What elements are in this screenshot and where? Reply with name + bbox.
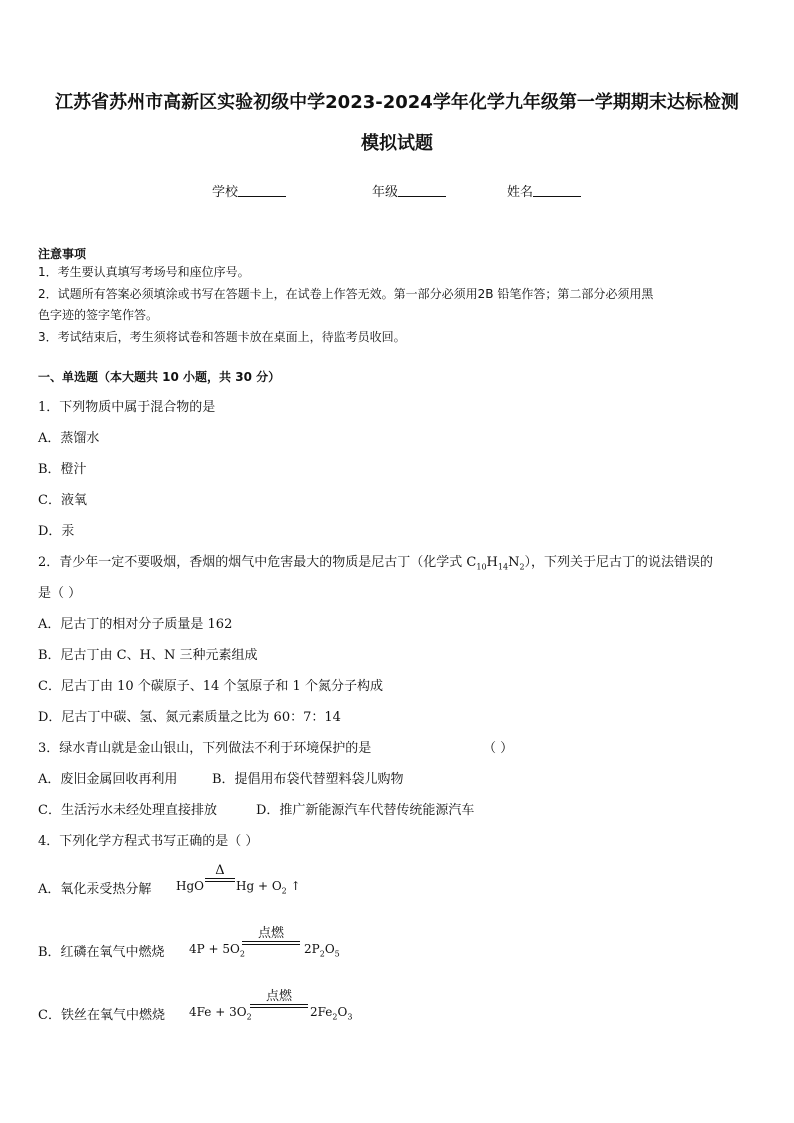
section-title: 一、单选题（本大题共 10 小题，共 30 分） <box>38 370 281 384</box>
notice-item: 2．试题所有答案必须填涂或书写在答题卡上，在试卷上作答无效。第一部分必须用2B 铅笔作答；第二部分必须用黑 <box>38 287 654 301</box>
name-label: 姓名 <box>507 185 534 200</box>
formula-subscript: 10 <box>476 562 487 572</box>
question-1-option-c: C．液氧 <box>38 493 87 508</box>
notice-item: 1．考生要认真填写考场号和座位序号。 <box>38 265 250 279</box>
equation-b-condition <box>242 927 300 945</box>
question-4-option-c-label: C．铁丝在氧气中燃烧 <box>38 1008 165 1023</box>
question-3-stem: 3．绿水青山就是金山银山，下列做法不利于环境保护的是 <box>38 741 372 756</box>
question-2-stem <box>38 551 713 572</box>
question-2-option-a: A．尼古丁的相对分子质量是 162 <box>38 617 233 632</box>
question-3-paren: （ ） <box>483 741 514 756</box>
question-2-stem-pre: 2．青少年一定不要吸烟，香烟的烟气中危害最大的物质是尼古丁（化学式 C <box>38 555 477 570</box>
question-1-option-b: B．橙汁 <box>38 462 87 477</box>
equals-bar <box>250 1004 308 1008</box>
reactant-part: 4Fe + 3O <box>189 1005 247 1019</box>
question-3-option-a: A．废旧金属回收再利用 <box>38 772 178 787</box>
notice-heading: 注意事项 <box>38 247 87 261</box>
formula-part: H <box>486 555 498 570</box>
question-3-option-d: D．推广新能源汽车代替传统能源汽车 <box>256 803 475 818</box>
school-label: 学校 <box>212 185 239 200</box>
equation-a-products <box>236 879 301 895</box>
heat-symbol: Δ <box>215 863 225 878</box>
grade-field <box>372 181 446 200</box>
name-field <box>507 181 581 200</box>
product-part: O <box>324 942 335 956</box>
school-field <box>212 181 286 200</box>
formula-part: N <box>508 555 520 570</box>
question-4-option-a-label: A．氧化汞受热分解 <box>38 882 152 897</box>
exam-title-line2: 模拟试题 <box>361 133 433 154</box>
question-3-option-c: C．生活污水未经处理直接排放 <box>38 803 217 818</box>
question-4-stem: 4．下列化学方程式书写正确的是（ ） <box>38 834 259 849</box>
question-2-option-c: C．尼古丁由 10 个碳原子、14 个氢原子和 1 个氮分子构成 <box>38 679 383 694</box>
school-blank <box>238 183 286 197</box>
product-part: Hg + O <box>236 879 282 893</box>
name-blank <box>533 183 581 197</box>
equation-a-reactants: HgO <box>176 879 204 893</box>
product-part: 2P <box>304 942 320 956</box>
question-2-option-d: D．尼古丁中碳、氢、氮元素质量之比为 60：7：14 <box>38 710 341 725</box>
formula-subscript: 5 <box>334 949 340 959</box>
ignite-condition: 点燃 <box>257 926 284 941</box>
formula-subscript: 2 <box>281 886 287 896</box>
question-3-option-b: B．提倡用布袋代替塑料袋儿购物 <box>212 772 404 787</box>
formula-subscript: 2 <box>332 1012 338 1022</box>
formula-subscript: 2 <box>519 562 525 572</box>
formula-subscript: 3 <box>347 1012 353 1022</box>
product-part: 2Fe <box>310 1005 333 1019</box>
formula-subscript: 2 <box>319 949 325 959</box>
question-4-option-b-label: B．红磷在氧气中燃烧 <box>38 945 165 960</box>
question-2-stem-post: ），下列关于尼古丁的说法错误的 <box>524 555 714 570</box>
formula-subscript: 14 <box>497 562 509 572</box>
question-1-option-d: D．汞 <box>38 524 75 539</box>
notice-item: 3．考试结束后，考生须将试卷和答题卡放在桌面上，待监考员收回。 <box>38 330 406 344</box>
equation-c-products <box>310 1005 352 1021</box>
ignite-condition: 点燃 <box>265 989 292 1004</box>
formula-subscript: 2 <box>239 949 245 959</box>
grade-label: 年级 <box>372 185 399 200</box>
equation-b-products <box>304 942 340 958</box>
reactant-part: 4P + 5O <box>189 942 240 956</box>
question-1-option-a: A．蒸馏水 <box>38 431 100 446</box>
notice-item: 色字迹的签字笔作答。 <box>38 308 159 322</box>
question-2-option-b: B．尼古丁由 C、H、N 三种元素组成 <box>38 648 258 663</box>
exam-title-line1: 江苏省苏州市高新区实验初级中学2023-2024学年化学九年级第一学期期末达标检测 <box>55 92 739 113</box>
equation-c-condition <box>250 990 308 1008</box>
equals-bar <box>205 878 235 882</box>
equals-bar <box>242 941 300 945</box>
gas-arrow: ↑ <box>286 879 301 893</box>
equation-b-reactants <box>189 942 245 958</box>
question-1-stem: 1．下列物质中属于混合物的是 <box>38 400 216 415</box>
equation-a-condition <box>205 864 235 882</box>
grade-blank <box>398 183 446 197</box>
question-2-stem-line2: 是（ ） <box>38 586 82 601</box>
formula-subscript: 2 <box>246 1012 252 1022</box>
product-part: O <box>337 1005 348 1019</box>
equation-c-reactants <box>189 1005 252 1021</box>
